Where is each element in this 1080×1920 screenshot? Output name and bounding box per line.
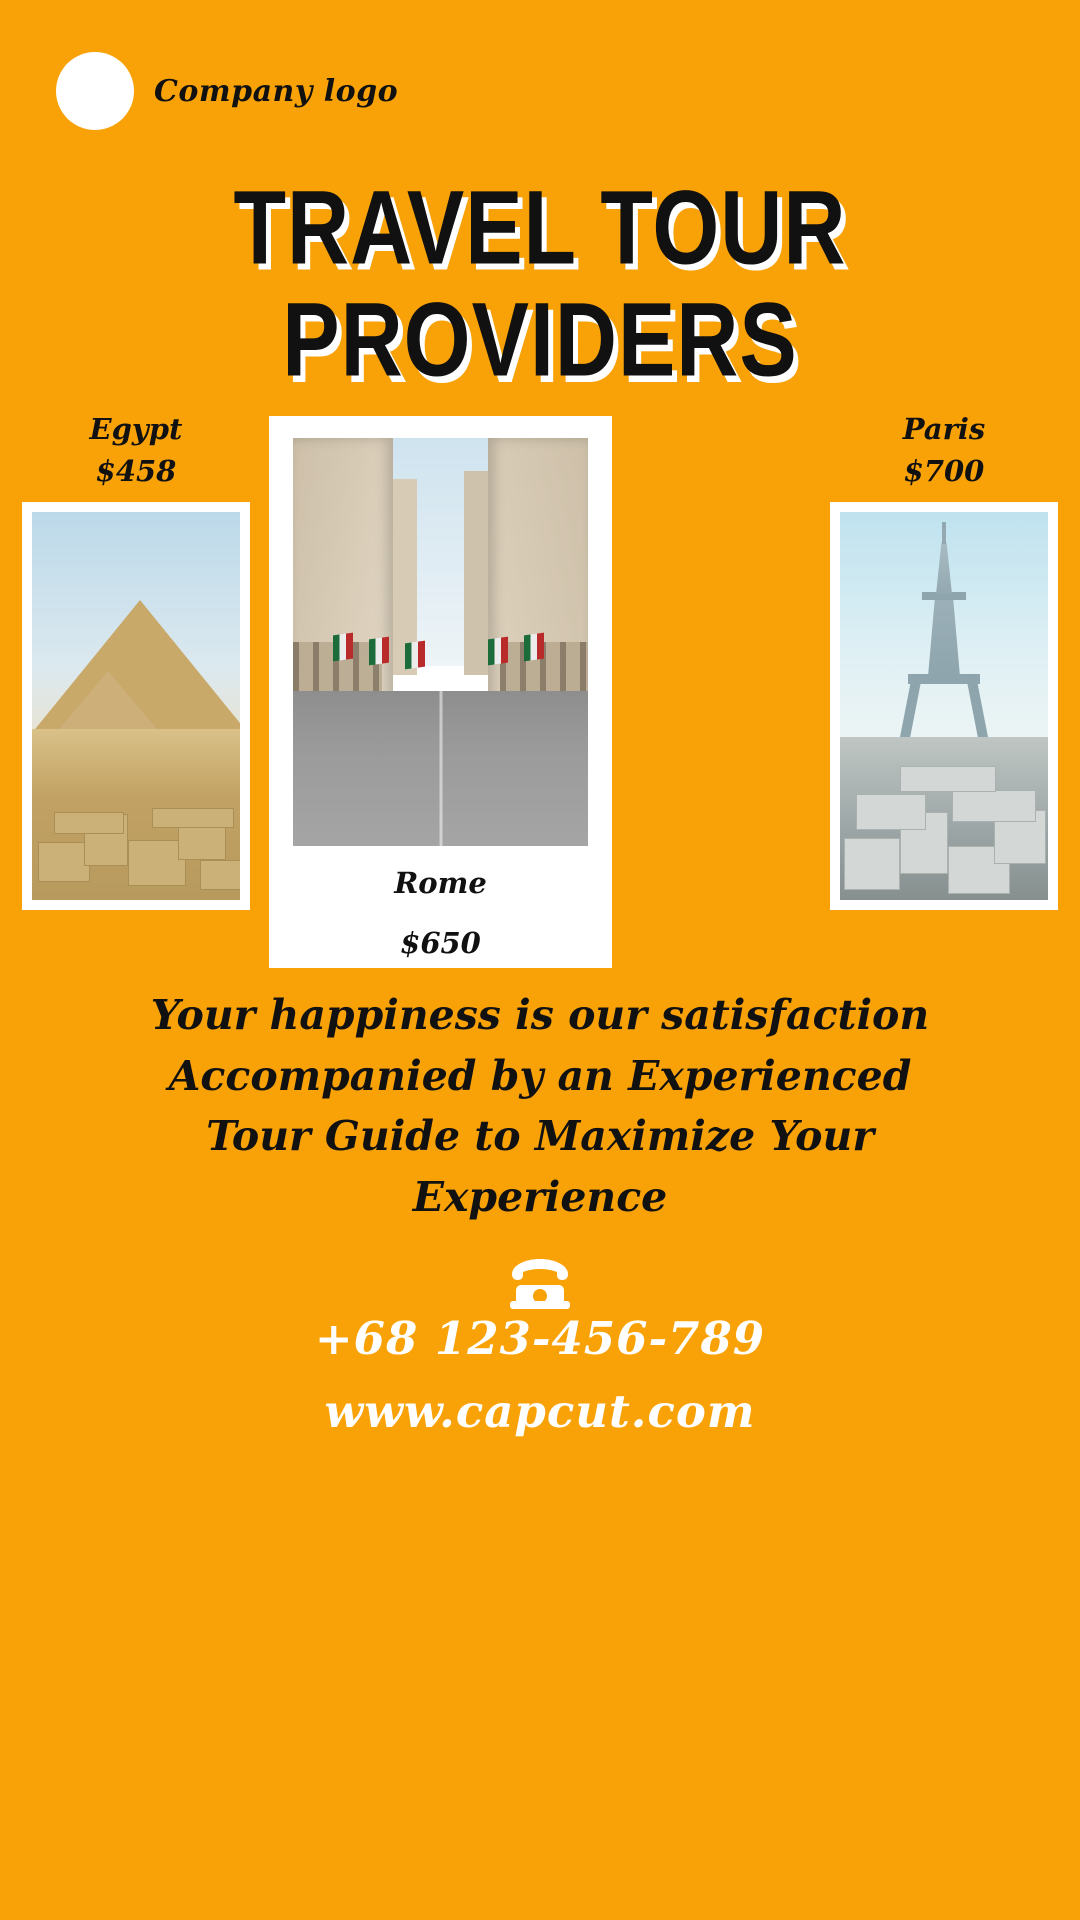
destination-name-paris: Paris [902,412,986,446]
photo-frame-paris [830,502,1058,910]
tagline-line-2: Accompanied by an Experienced [168,1051,912,1100]
destination-price-rome: $650 [400,925,481,960]
company-logo-row [56,52,398,130]
destination-card-paris[interactable] [830,408,1058,910]
phone-number[interactable]: +68 123-456-789 [314,1312,766,1365]
destination-price-paris: $700 [903,454,985,489]
destination-name-egypt: Egypt [89,412,183,446]
destination-card-rome[interactable] [269,416,612,968]
tagline-line-4: Experience [412,1173,668,1222]
photo-egypt [32,512,240,900]
destination-price-egypt: $458 [95,454,177,489]
eiffel-tower-icon [884,530,1004,760]
circle-logo-icon [56,52,134,130]
page-title [0,169,1080,399]
photo-frame-egypt [22,502,250,910]
tagline-line-3: Tour Guide to Maximize Your [206,1112,874,1161]
page-title-line-2: PROVIDERS [282,281,798,399]
website-url[interactable]: www.capcut.com [324,1385,756,1438]
photo-rome [293,438,588,846]
company-logo-label: Company logo [154,73,399,109]
destination-card-egypt[interactable] [22,408,250,910]
page-title-line-1: TRAVEL TOUR [233,169,847,287]
destination-name-rome: Rome [394,866,487,900]
tagline-line-1: Your happiness is our satisfaction [150,991,930,1039]
telephone-icon [504,1255,576,1311]
tagline [0,985,1080,1228]
destination-gallery [0,400,1080,970]
photo-paris [840,512,1048,900]
